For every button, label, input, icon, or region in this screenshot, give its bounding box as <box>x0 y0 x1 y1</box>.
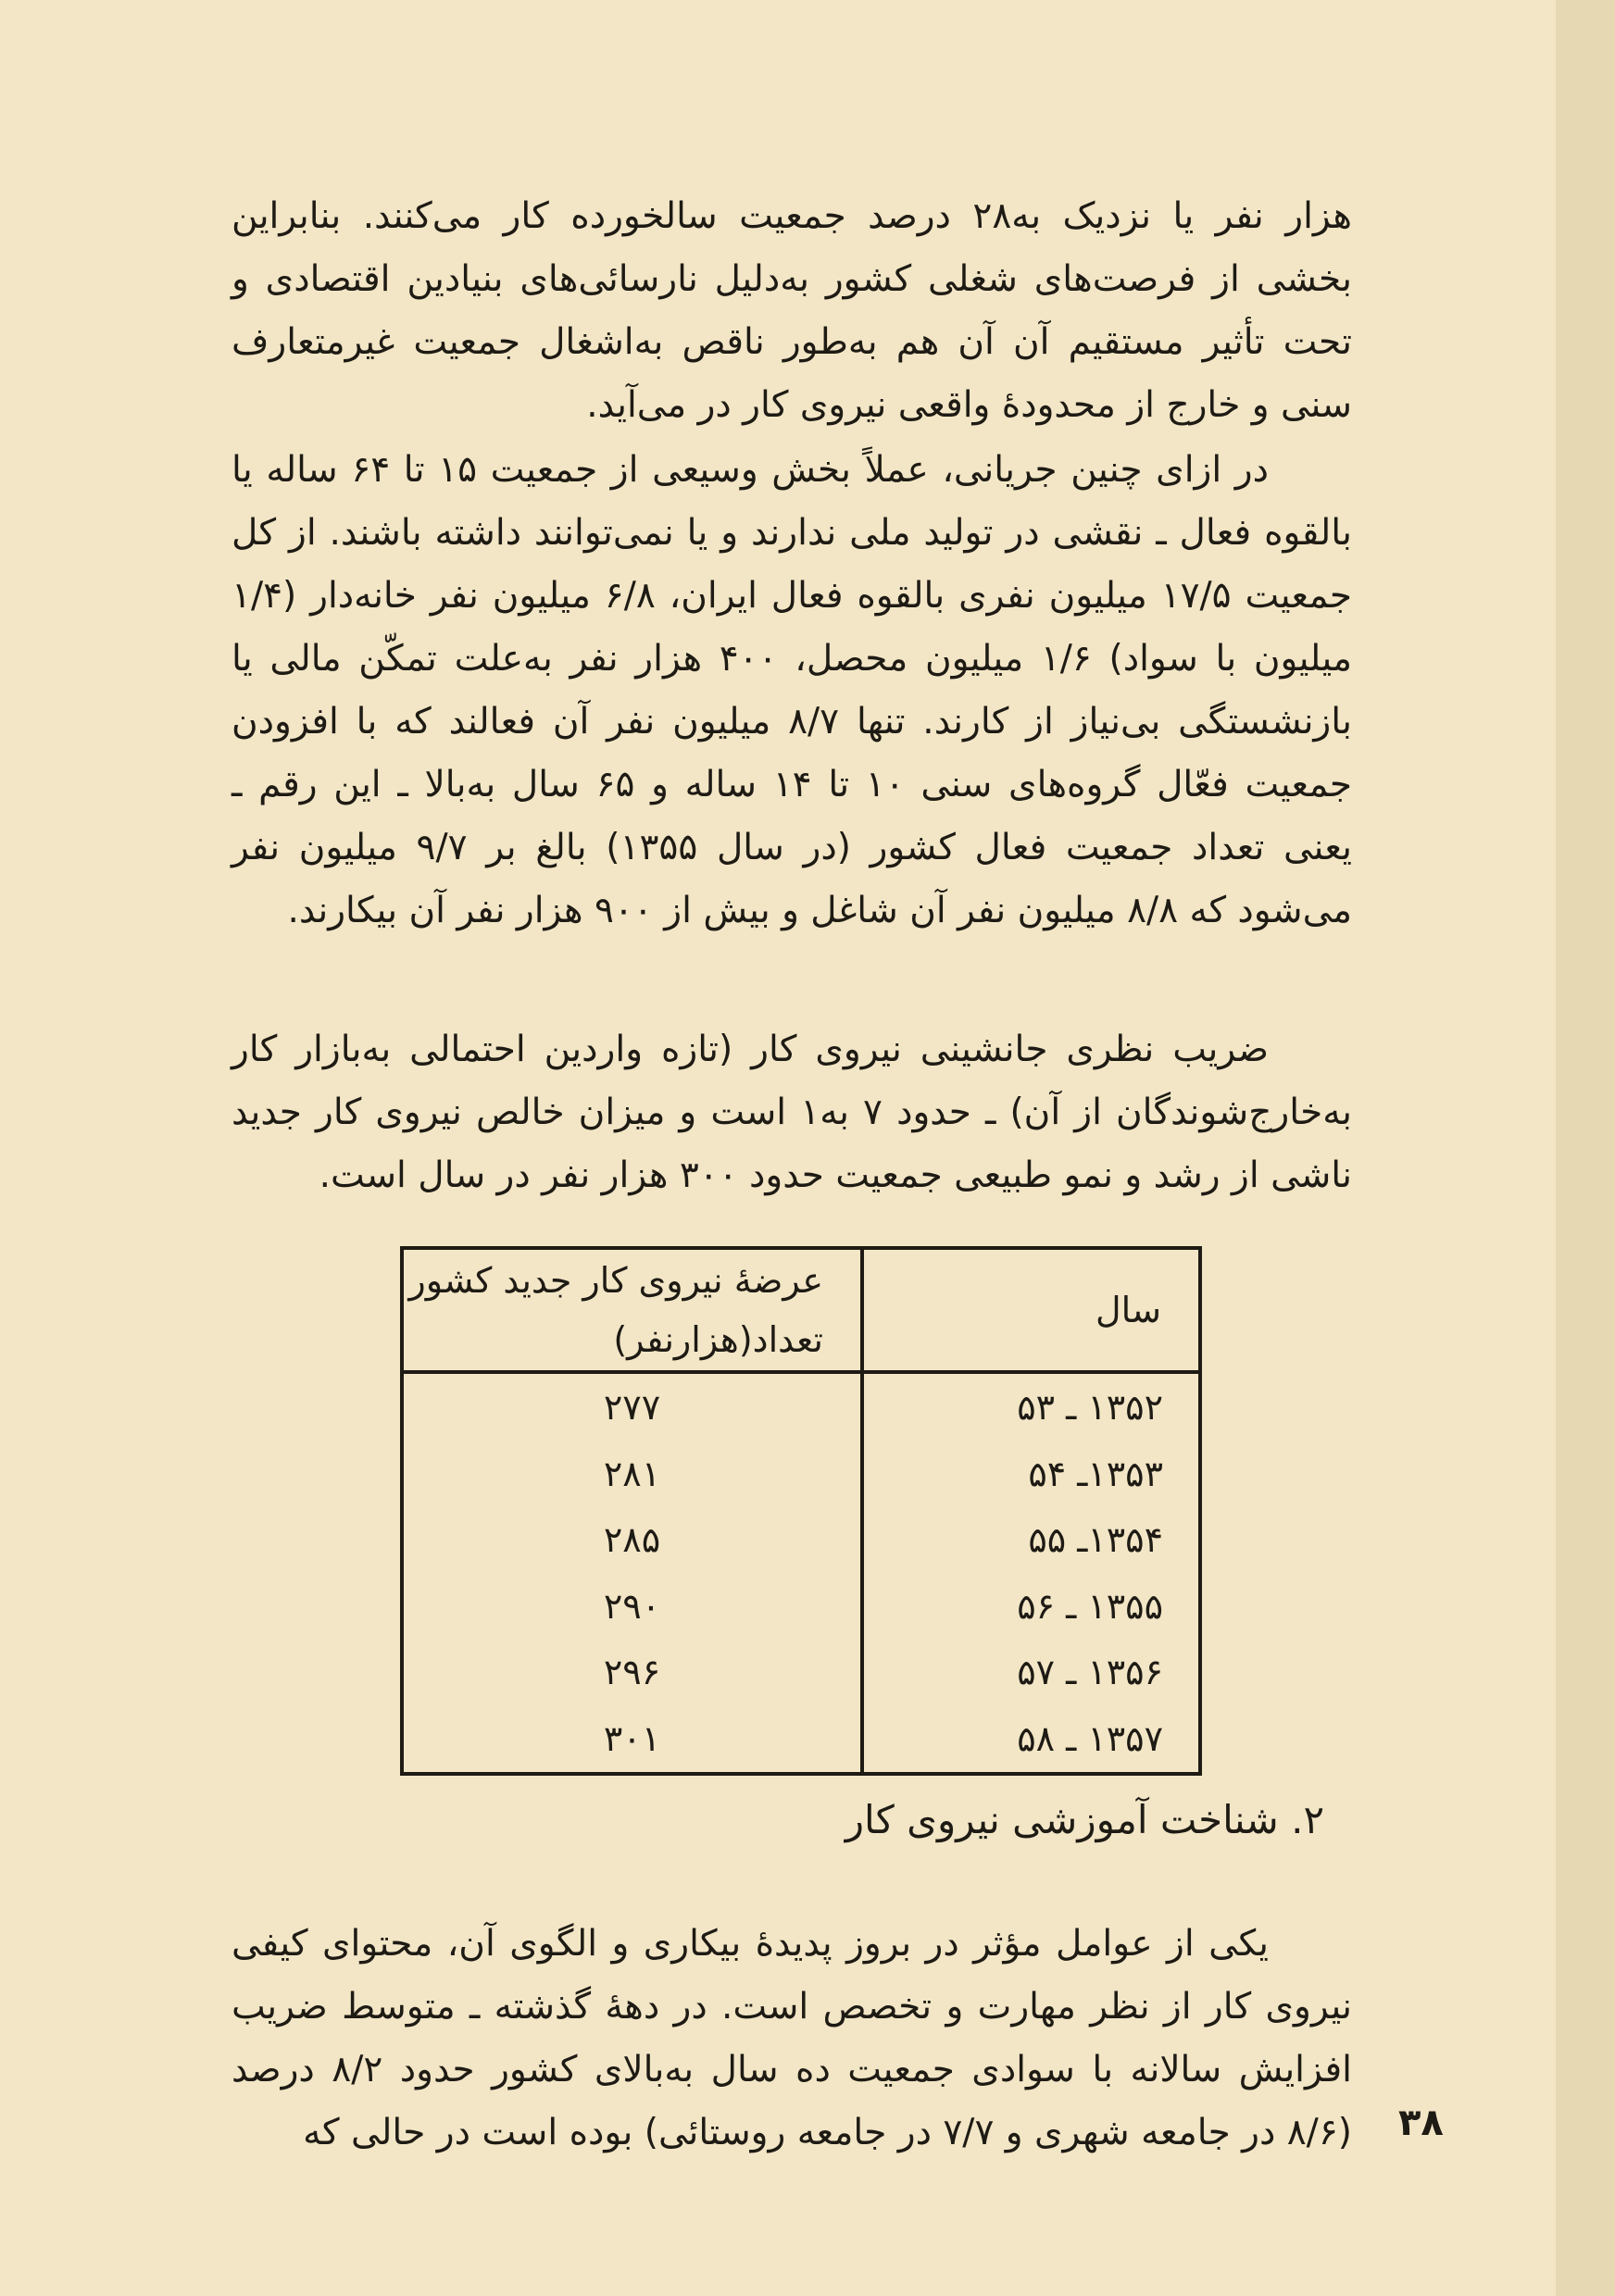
table-row <box>402 1705 1200 1774</box>
header-supply-line2: تعداد(هزارنفر) <box>613 1319 823 1360</box>
cell-value: ۲۸۱ <box>603 1453 661 1494</box>
table-row <box>402 1372 1200 1441</box>
paragraph-1-text: هزار نفر یا نزدیک به۲۸ درصد جمعیت سالخورده کار می‌کنند. بنابراین بخشی از فرصت‌های شغلی کشور به‌دلیل نارسائی‌های بنیادین اقتصادی و تحت تأثیر مستقیم آن آن هم به‌طور ناقص به‌اشغال جمعیت غیرمتعارف سنی و خارج از محدودهٔ واقعی نیروی کار در می‌آید. <box>232 195 1352 426</box>
paragraph-1 <box>232 185 1352 437</box>
paragraph-4-text: یکی از عوامل مؤثر در بروز پدیدهٔ بیکاری و الگوی آن، محتوای کیفی نیروی کار از نظر مهارت و تخصص است. در دههٔ گذشته ـ متوسط ضریب افزایش سالانه با سوادی جمعیت ده سال به‌بالای کشور حدود ۸/۲ درصد (۸/۶ در جامعه شهری و ۷/۷ در جامعه روستائی) بوده است در حالی که <box>232 1923 1353 2153</box>
table-header-row <box>402 1248 1200 1372</box>
cell-value: ۲۷۷ <box>603 1386 661 1428</box>
section-heading: ۲. شناخت آموزشی نیروی کار <box>845 1797 1324 1842</box>
cell-year: ۱۳۵۶ ـ ۵۷ <box>862 1640 1200 1706</box>
cell-year: ۱۳۵۴ـ ۵۵ <box>862 1506 1200 1573</box>
page-edge <box>1556 0 1615 2296</box>
page-number: ۳۸ <box>1398 2102 1444 2144</box>
cell-year: ۱۳۵۷ ـ ۵۸ <box>862 1705 1200 1774</box>
cell-year: ۱۳۵۳ـ ۵۴ <box>862 1441 1200 1507</box>
cell-value: ۲۸۵ <box>603 1519 661 1561</box>
paragraph-4 <box>232 1913 1352 2165</box>
paragraph-3-text: ضریب نظری جانشینی نیروی کار (تازه واردین احتمالی به‌بازار کار به‌خارج‌شوندگان از آن) ـ حدود ۷ به۱ است و میزان خالص نیروی کار جدید ناشی از رشد و نمو طبیعی جمعیت حدود ۳۰۰ هزار نفر در سال است. <box>232 1029 1352 1196</box>
header-supply <box>402 1248 862 1372</box>
header-year: سال <box>862 1248 1200 1372</box>
cell-year: ۱۳۵۲ ـ ۵۳ <box>862 1372 1200 1441</box>
table-row <box>402 1506 1200 1573</box>
paragraph-2 <box>232 439 1352 942</box>
table-row <box>402 1573 1200 1640</box>
table-row <box>402 1640 1200 1706</box>
cell-value: ۲۹۰ <box>603 1585 661 1627</box>
header-supply-line1: عرضهٔ نیروی کار جدید کشور <box>408 1260 823 1301</box>
labor-supply-table <box>400 1246 1202 1776</box>
cell-value: ۳۰۱ <box>603 1718 661 1760</box>
table-row <box>402 1441 1200 1507</box>
cell-value: ۲۹۶ <box>603 1652 661 1693</box>
cell-year: ۱۳۵۵ ـ ۵۶ <box>862 1573 1200 1640</box>
paragraph-3 <box>232 1018 1352 1207</box>
paragraph-2-text: در ازای چنین جریانی، عملاً بخش وسیعی از جمعیت ۱۵ تا ۶۴ ساله یا بالقوه فعال ـ نقشی در تولید ملی ندارند و یا نمی‌توانند داشته باشند. از کل جمعیت ۱۷/۵ میلیون نفری بالقوه فعال ایران، ۶/۸ میلیون نفر خانه‌دار (۱/۴ میلیون با سواد) ۱/۶ میلیون محصل، ۴۰۰ هزار نفر به‌علت تمکّن مالی یا بازنشستگی بی‌نیاز از کارند. تنها ۸/۷ میلیون نفر آن فعالند که با افزودن جمعیت فعّال گروه‌های سنی ۱۰ تا ۱۴ ساله و ۶۵ سال به‌بالا ـ این رقم ـ یعنی تعداد جمعیت فعال کشور (در سال ۱۳۵۵) بالغ بر ۹/۷ میلیون نفر می‌شود که ۸/۸ میلیون نفر آن شاغل و بیش از ۹۰۰ هزار نفر آن بیکارند. <box>232 449 1353 931</box>
